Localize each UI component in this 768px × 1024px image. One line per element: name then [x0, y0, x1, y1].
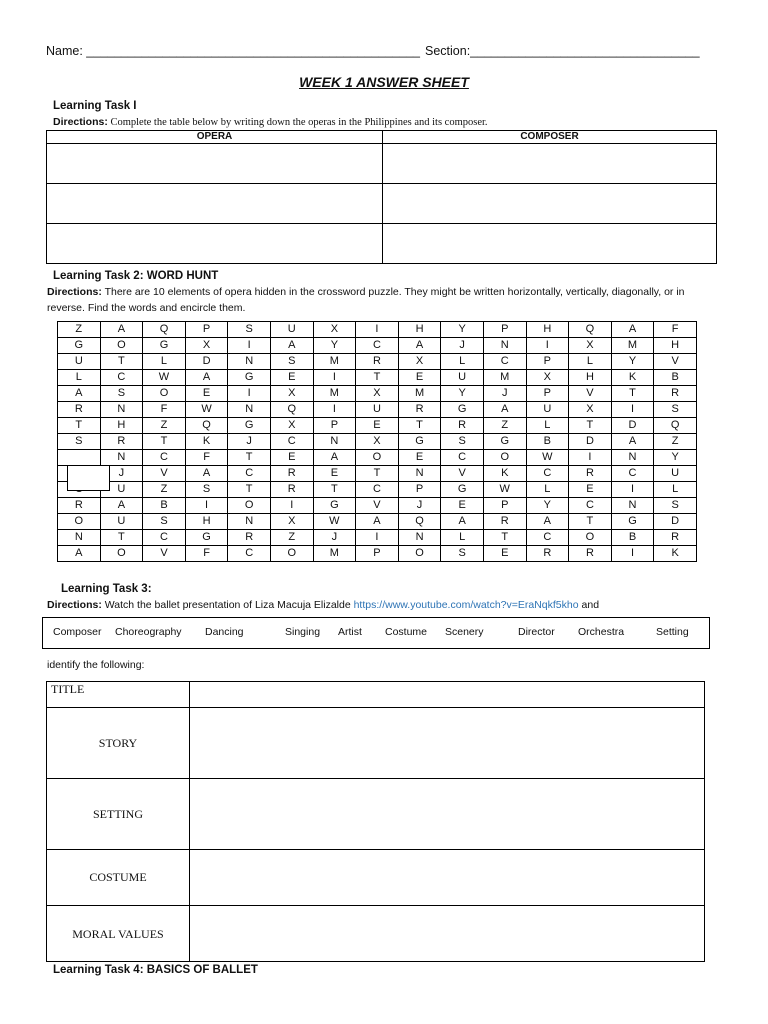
- grid-letter[interactable]: K: [654, 546, 697, 562]
- grid-letter[interactable]: J: [228, 434, 271, 450]
- grid-letter[interactable]: V: [356, 498, 399, 514]
- grid-letter[interactable]: H: [654, 338, 697, 354]
- grid-letter[interactable]: H: [526, 322, 569, 338]
- grid-letter[interactable]: M: [398, 386, 441, 402]
- setting-answer[interactable]: [190, 779, 705, 850]
- section-line: _________________________________: [470, 44, 700, 58]
- grid-letter[interactable]: R: [483, 514, 526, 530]
- grid-letter[interactable]: [58, 450, 101, 466]
- word-bank-item: Scenery: [445, 626, 484, 638]
- grid-letter[interactable]: A: [100, 498, 143, 514]
- grid-letter[interactable]: V: [654, 354, 697, 370]
- grid-letter[interactable]: U: [100, 514, 143, 530]
- grid-letter[interactable]: B: [526, 434, 569, 450]
- grid-letter[interactable]: C: [569, 498, 612, 514]
- grid-letter[interactable]: M: [483, 370, 526, 386]
- grid-letter[interactable]: C: [228, 466, 271, 482]
- grid-letter[interactable]: I: [611, 402, 654, 418]
- word-bank-item: Singing: [285, 626, 321, 638]
- grid-letter[interactable]: T: [228, 482, 271, 498]
- grid-row: [58, 466, 697, 482]
- grid-letter[interactable]: S: [654, 498, 697, 514]
- grid-letter[interactable]: C: [100, 370, 143, 386]
- grid-letter[interactable]: G: [228, 418, 271, 434]
- grid-letter[interactable]: E: [398, 370, 441, 386]
- grid-row: [58, 482, 697, 498]
- grid-letter[interactable]: R: [398, 402, 441, 418]
- grid-letter[interactable]: X: [270, 386, 313, 402]
- grid-letter[interactable]: T: [100, 354, 143, 370]
- word-bank: [42, 617, 710, 649]
- grid-letter[interactable]: I: [270, 498, 313, 514]
- grid-letter[interactable]: J: [441, 338, 484, 354]
- section-field[interactable]: [425, 44, 700, 58]
- grid-letter[interactable]: R: [569, 546, 612, 562]
- grid-letter[interactable]: R: [58, 498, 101, 514]
- grid-letter[interactable]: A: [58, 386, 101, 402]
- grid-letter[interactable]: S: [58, 434, 101, 450]
- grid-letter[interactable]: I: [185, 498, 228, 514]
- grid-letter[interactable]: C: [483, 354, 526, 370]
- grid-letter[interactable]: T: [100, 530, 143, 546]
- grid-letter[interactable]: L: [526, 482, 569, 498]
- grid-letter[interactable]: D: [611, 418, 654, 434]
- grid-letter[interactable]: Y: [526, 498, 569, 514]
- grid-letter[interactable]: P: [313, 418, 356, 434]
- grid-letter[interactable]: N: [313, 434, 356, 450]
- composer-column-header: COMPOSER: [383, 131, 717, 144]
- grid-letter[interactable]: K: [611, 370, 654, 386]
- grid-letter[interactable]: R: [270, 466, 313, 482]
- grid-letter[interactable]: E: [441, 498, 484, 514]
- grid-letter[interactable]: U: [58, 354, 101, 370]
- grid-letter[interactable]: Y: [611, 354, 654, 370]
- grid-letter[interactable]: A: [270, 338, 313, 354]
- grid-letter[interactable]: R: [356, 354, 399, 370]
- grid-letter[interactable]: G: [483, 434, 526, 450]
- grid-letter[interactable]: J: [313, 530, 356, 546]
- grid-letter[interactable]: A: [356, 514, 399, 530]
- composer-cell[interactable]: [383, 224, 717, 264]
- grid-letter[interactable]: I: [569, 450, 612, 466]
- grid-letter[interactable]: C: [270, 434, 313, 450]
- grid-letter[interactable]: G: [441, 402, 484, 418]
- name-line: ________________________________________________: [86, 44, 420, 58]
- grid-letter[interactable]: B: [654, 370, 697, 386]
- word-bank-item: Composer: [53, 626, 102, 638]
- grid-letter[interactable]: N: [398, 530, 441, 546]
- grid-letter[interactable]: S: [441, 434, 484, 450]
- task3-heading: Learning Task 3:: [61, 583, 152, 595]
- grid-letter[interactable]: N: [100, 450, 143, 466]
- grid-letter[interactable]: Q: [270, 402, 313, 418]
- grid-letter[interactable]: X: [356, 386, 399, 402]
- grid-letter[interactable]: E: [313, 466, 356, 482]
- grid-letter[interactable]: K: [185, 434, 228, 450]
- grid-letter[interactable]: G: [313, 498, 356, 514]
- grid-row: [58, 402, 697, 418]
- word-bank-item: Director: [518, 626, 555, 638]
- title-label: TITLE: [47, 682, 190, 708]
- grid-letter[interactable]: U: [270, 322, 313, 338]
- grid-letter[interactable]: L: [654, 482, 697, 498]
- grid-letter[interactable]: Z: [654, 434, 697, 450]
- grid-letter[interactable]: S: [143, 514, 186, 530]
- grid-letter[interactable]: O: [398, 546, 441, 562]
- grid-letter[interactable]: A: [185, 370, 228, 386]
- grid-letter[interactable]: L: [143, 354, 186, 370]
- grid-letter[interactable]: N: [611, 498, 654, 514]
- grid-letter[interactable]: N: [398, 466, 441, 482]
- grid-letter[interactable]: F: [185, 546, 228, 562]
- word-bank-item: Costume: [385, 626, 428, 638]
- name-label: Name:: [46, 44, 87, 58]
- opera-cell[interactable]: [47, 144, 383, 184]
- grid-letter[interactable]: L: [58, 370, 101, 386]
- moral-values-answer[interactable]: [190, 906, 705, 962]
- grid-letter[interactable]: S: [654, 402, 697, 418]
- composer-cell[interactable]: [383, 184, 717, 224]
- grid-letter[interactable]: P: [483, 322, 526, 338]
- grid-letter[interactable]: C: [441, 450, 484, 466]
- grid-letter[interactable]: O: [356, 450, 399, 466]
- grid-letter[interactable]: P: [398, 482, 441, 498]
- setting-label: SETTING: [47, 779, 190, 850]
- grid-letter[interactable]: I: [228, 338, 271, 354]
- grid-letter[interactable]: S: [270, 354, 313, 370]
- grid-letter[interactable]: T: [313, 482, 356, 498]
- grid-letter[interactable]: T: [483, 530, 526, 546]
- grid-letter[interactable]: N: [58, 530, 101, 546]
- grid-row: [58, 450, 697, 466]
- grid-letter[interactable]: Q: [398, 514, 441, 530]
- grid-letter[interactable]: A: [483, 402, 526, 418]
- grid-row: [58, 514, 697, 530]
- grid-letter[interactable]: R: [526, 546, 569, 562]
- grid-letter[interactable]: L: [526, 418, 569, 434]
- task3-directions-text: Watch the ballet presentation of Liza Macuja Elizalde: [101, 599, 354, 611]
- task2-heading: Learning Task 2: WORD HUNT: [53, 270, 219, 282]
- task2-directions-label: Directions:: [47, 286, 102, 298]
- grid-letter[interactable]: R: [654, 386, 697, 402]
- grid-letter[interactable]: T: [356, 466, 399, 482]
- grid-letter[interactable]: X: [313, 322, 356, 338]
- grid-letter[interactable]: S: [441, 546, 484, 562]
- grid-letter[interactable]: O: [270, 546, 313, 562]
- grid-letter[interactable]: V: [569, 386, 612, 402]
- section-label: Section:: [425, 44, 471, 58]
- word-bank-item: Orchestra: [578, 626, 625, 638]
- grid-letter[interactable]: N: [483, 338, 526, 354]
- grid-letter[interactable]: M: [313, 386, 356, 402]
- grid-letter[interactable]: H: [100, 418, 143, 434]
- grid-letter[interactable]: P: [185, 322, 228, 338]
- grid-letter[interactable]: C: [356, 338, 399, 354]
- grid-letter[interactable]: E: [483, 546, 526, 562]
- grid-letter[interactable]: T: [58, 418, 101, 434]
- grid-letter[interactable]: G: [185, 530, 228, 546]
- grid-letter[interactable]: O: [143, 386, 186, 402]
- grid-letter[interactable]: A: [526, 514, 569, 530]
- grid-letter[interactable]: N: [228, 514, 271, 530]
- title-answer[interactable]: [190, 682, 705, 708]
- grid-letter[interactable]: Z: [143, 482, 186, 498]
- grid-letter[interactable]: T: [611, 386, 654, 402]
- costume-answer[interactable]: [190, 850, 705, 906]
- grid-letter[interactable]: G: [398, 434, 441, 450]
- grid-letter[interactable]: W: [313, 514, 356, 530]
- grid-letter[interactable]: M: [313, 354, 356, 370]
- grid-letter[interactable]: D: [569, 434, 612, 450]
- grid-letter[interactable]: U: [100, 482, 143, 498]
- task4-heading: Learning Task 4: BASICS OF BALLET: [53, 964, 258, 976]
- grid-letter[interactable]: F: [185, 450, 228, 466]
- grid-letter[interactable]: L: [441, 530, 484, 546]
- grid-letter[interactable]: D: [185, 354, 228, 370]
- grid-letter[interactable]: Q: [569, 322, 612, 338]
- grid-letter[interactable]: U: [654, 466, 697, 482]
- grid-letter[interactable]: W: [143, 370, 186, 386]
- task2-directions: [47, 284, 707, 316]
- grid-letter[interactable]: J: [483, 386, 526, 402]
- grid-letter[interactable]: O: [58, 514, 101, 530]
- grid-letter[interactable]: R: [654, 530, 697, 546]
- grid-letter[interactable]: W: [185, 402, 228, 418]
- grid-row: [58, 546, 697, 562]
- grid-letter[interactable]: X: [526, 370, 569, 386]
- grid-letter[interactable]: V: [143, 466, 186, 482]
- grid-letter[interactable]: H: [185, 514, 228, 530]
- grid-letter[interactable]: V: [441, 466, 484, 482]
- grid-letter[interactable]: P: [526, 354, 569, 370]
- grid-letter[interactable]: X: [569, 402, 612, 418]
- grid-letter[interactable]: O: [100, 338, 143, 354]
- grid-letter[interactable]: Z: [483, 418, 526, 434]
- grid-letter[interactable]: R: [58, 402, 101, 418]
- task1-directions: [53, 114, 488, 131]
- grid-letter[interactable]: E: [398, 450, 441, 466]
- grid-letter[interactable]: X: [569, 338, 612, 354]
- grid-letter[interactable]: J: [100, 466, 143, 482]
- grid-letter[interactable]: Z: [58, 322, 101, 338]
- grid-letter[interactable]: N: [611, 450, 654, 466]
- grid-letter[interactable]: X: [185, 338, 228, 354]
- grid-letter[interactable]: I: [313, 370, 356, 386]
- grid-letter[interactable]: I: [611, 482, 654, 498]
- grid-letter[interactable]: I: [228, 386, 271, 402]
- grid-letter[interactable]: L: [569, 354, 612, 370]
- grid-letter[interactable]: E: [185, 386, 228, 402]
- grid-letter[interactable]: A: [185, 466, 228, 482]
- grid-letter[interactable]: R: [441, 418, 484, 434]
- grid-letter[interactable]: C: [228, 546, 271, 562]
- blank-box: [67, 465, 110, 491]
- grid-letter[interactable]: H: [569, 370, 612, 386]
- grid-letter[interactable]: P: [356, 546, 399, 562]
- grid-row: [58, 498, 697, 514]
- grid-letter[interactable]: A: [611, 322, 654, 338]
- grid-letter[interactable]: E: [270, 370, 313, 386]
- task1-heading: Learning Task I: [53, 100, 137, 112]
- grid-letter[interactable]: X: [356, 434, 399, 450]
- grid-letter[interactable]: S: [228, 322, 271, 338]
- grid-letter[interactable]: G: [611, 514, 654, 530]
- grid-row: [58, 322, 697, 338]
- grid-letter[interactable]: I: [611, 546, 654, 562]
- moral-values-label: MORAL VALUES: [47, 906, 190, 962]
- grid-letter[interactable]: R: [270, 482, 313, 498]
- grid-letter[interactable]: Y: [654, 450, 697, 466]
- grid-row: [58, 434, 697, 450]
- grid-letter[interactable]: F: [143, 402, 186, 418]
- grid-letter[interactable]: L: [441, 354, 484, 370]
- grid-letter[interactable]: B: [143, 498, 186, 514]
- grid-letter[interactable]: T: [356, 370, 399, 386]
- grid-letter[interactable]: C: [526, 466, 569, 482]
- grid-letter[interactable]: U: [441, 370, 484, 386]
- grid-letter[interactable]: A: [313, 450, 356, 466]
- word-bank-item: Setting: [656, 626, 689, 638]
- task2-directions-text: There are 10 elements of opera hidden in the crossword puzzle. They might be written horizontally, vertically, diagonally, or in reverse. Find the words and encircle them.: [47, 286, 685, 314]
- grid-letter[interactable]: Y: [441, 322, 484, 338]
- grid-letter[interactable]: E: [569, 482, 612, 498]
- grid-letter[interactable]: S: [185, 482, 228, 498]
- grid-letter[interactable]: V: [143, 546, 186, 562]
- grid-letter[interactable]: A: [100, 322, 143, 338]
- opera-column-header: OPERA: [47, 131, 383, 144]
- grid-letter[interactable]: C: [356, 482, 399, 498]
- grid-letter[interactable]: A: [398, 338, 441, 354]
- page-title: WEEK 1 ANSWER SHEET: [299, 74, 469, 90]
- grid-letter[interactable]: B: [611, 530, 654, 546]
- grid-letter[interactable]: M: [313, 546, 356, 562]
- grid-letter[interactable]: O: [569, 530, 612, 546]
- grid-letter[interactable]: C: [143, 450, 186, 466]
- grid-letter[interactable]: T: [143, 434, 186, 450]
- grid-letter[interactable]: N: [228, 402, 271, 418]
- grid-letter[interactable]: E: [270, 450, 313, 466]
- grid-letter[interactable]: F: [654, 322, 697, 338]
- grid-letter[interactable]: N: [100, 402, 143, 418]
- grid-letter[interactable]: T: [398, 418, 441, 434]
- grid-row: [58, 338, 697, 354]
- costume-label: COSTUME: [47, 850, 190, 906]
- grid-letter[interactable]: G: [143, 338, 186, 354]
- grid-letter[interactable]: T: [228, 450, 271, 466]
- grid-letter[interactable]: X: [270, 418, 313, 434]
- opera-cell[interactable]: [47, 224, 383, 264]
- grid-row: [58, 370, 697, 386]
- task3-and: and: [578, 599, 600, 611]
- word-search-grid: [57, 321, 697, 562]
- grid-letter[interactable]: X: [270, 514, 313, 530]
- grid-letter[interactable]: R: [100, 434, 143, 450]
- ballet-identification-table: [46, 681, 705, 962]
- grid-letter[interactable]: Q: [185, 418, 228, 434]
- opera-cell[interactable]: [47, 184, 383, 224]
- grid-letter[interactable]: C: [611, 466, 654, 482]
- grid-letter[interactable]: P: [483, 498, 526, 514]
- grid-letter[interactable]: W: [483, 482, 526, 498]
- grid-letter[interactable]: O: [483, 450, 526, 466]
- grid-letter[interactable]: I: [356, 530, 399, 546]
- grid-letter[interactable]: U: [356, 402, 399, 418]
- grid-letter[interactable]: O: [100, 546, 143, 562]
- task3-directions: [47, 597, 599, 613]
- grid-row: [58, 418, 697, 434]
- grid-letter[interactable]: W: [526, 450, 569, 466]
- grid-letter[interactable]: H: [398, 322, 441, 338]
- grid-letter[interactable]: J: [398, 498, 441, 514]
- grid-letter[interactable]: Q: [654, 418, 697, 434]
- grid-row: [58, 386, 697, 402]
- grid-letter[interactable]: I: [356, 322, 399, 338]
- grid-letter[interactable]: X: [398, 354, 441, 370]
- opera-composer-table: [46, 130, 717, 264]
- grid-letter[interactable]: T: [569, 418, 612, 434]
- grid-letter[interactable]: M: [611, 338, 654, 354]
- grid-letter[interactable]: D: [654, 514, 697, 530]
- grid-letter[interactable]: R: [228, 530, 271, 546]
- grid-letter[interactable]: Z: [270, 530, 313, 546]
- grid-letter[interactable]: E: [356, 418, 399, 434]
- grid-letter[interactable]: A: [441, 514, 484, 530]
- task1-directions-text: Complete the table below by writing down the operas in the Philippines and its composer.: [107, 117, 488, 128]
- grid-letter[interactable]: Y: [313, 338, 356, 354]
- ballet-video-link[interactable]: https://www.youtube.com/watch?v=EraNqkf5kho: [353, 599, 579, 611]
- grid-letter[interactable]: G: [58, 338, 101, 354]
- name-field[interactable]: [46, 44, 420, 58]
- identify-text: identify the following:: [47, 659, 145, 671]
- grid-letter[interactable]: S: [100, 386, 143, 402]
- composer-cell[interactable]: [383, 144, 717, 184]
- grid-letter[interactable]: N: [228, 354, 271, 370]
- grid-letter[interactable]: O: [228, 498, 271, 514]
- task1-directions-label: Directions:: [53, 116, 108, 128]
- grid-letter[interactable]: Q: [143, 322, 186, 338]
- grid-letter[interactable]: I: [526, 338, 569, 354]
- grid-letter[interactable]: T: [569, 514, 612, 530]
- story-answer[interactable]: [190, 708, 705, 779]
- grid-row: [58, 530, 697, 546]
- grid-letter[interactable]: I: [313, 402, 356, 418]
- grid-letter[interactable]: R: [569, 466, 612, 482]
- grid-letter[interactable]: P: [526, 386, 569, 402]
- grid-letter[interactable]: U: [526, 402, 569, 418]
- grid-letter[interactable]: Z: [143, 418, 186, 434]
- grid-letter[interactable]: A: [58, 546, 101, 562]
- grid-letter[interactable]: Y: [441, 386, 484, 402]
- grid-letter[interactable]: G: [228, 370, 271, 386]
- word-bank-item: Artist: [338, 626, 362, 638]
- grid-letter[interactable]: C: [526, 530, 569, 546]
- grid-letter[interactable]: C: [143, 530, 186, 546]
- task3-directions-label: Directions:: [47, 599, 102, 611]
- grid-letter[interactable]: A: [611, 434, 654, 450]
- grid-letter[interactable]: K: [483, 466, 526, 482]
- word-bank-item: Choreography: [115, 626, 182, 638]
- grid-letter[interactable]: G: [441, 482, 484, 498]
- grid-row: [58, 354, 697, 370]
- word-bank-item: Dancing: [205, 626, 244, 638]
- story-label: STORY: [47, 708, 190, 779]
